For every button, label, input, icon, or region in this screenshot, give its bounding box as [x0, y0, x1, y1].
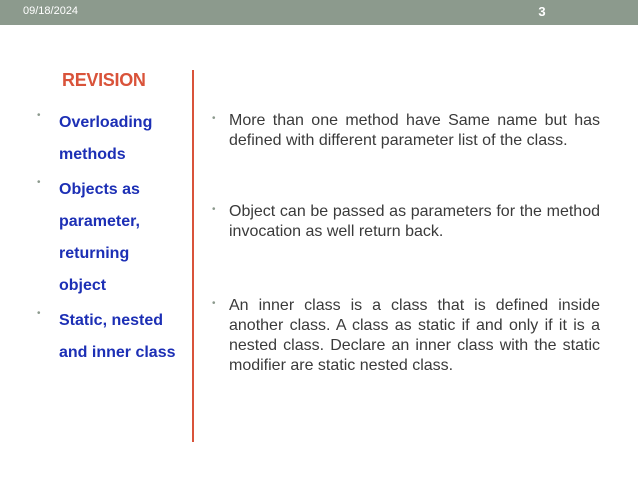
topic-item-objects	[35, 174, 180, 302]
topic-label: Overloading methods	[59, 114, 153, 163]
bullet-icon: •	[212, 204, 216, 215]
topic-label: Static, nested and inner class	[59, 312, 176, 361]
bullet-icon: •	[212, 113, 216, 124]
slide-date: 09/18/2024	[23, 5, 79, 17]
topic-list	[35, 110, 180, 378]
slide-number: 3	[538, 4, 546, 19]
topic-item-inner-class	[35, 305, 180, 369]
bullet-icon: •	[37, 308, 41, 319]
header-bar	[0, 0, 638, 25]
topic-label: Objects as parameter, returning object	[59, 181, 140, 294]
paragraph-text: Object can be passed as parameters for the method invocation as well return back.	[229, 203, 600, 240]
vertical-divider	[192, 70, 194, 442]
paragraph-text: More than one method have Same name but has defined with different parameter list of the class.	[229, 112, 600, 149]
bullet-icon: •	[37, 110, 41, 121]
bullet-icon: •	[212, 298, 216, 309]
topic-item-overloading	[35, 107, 180, 171]
paragraph-text: An inner class is a class that is defined inside another class. A class as static if and only if it is a nested class. Declare an inner class with the static modifier are static nested class.	[229, 297, 600, 374]
bullet-icon: •	[37, 177, 41, 188]
paragraph-objects	[212, 202, 600, 242]
paragraph-inner-class	[212, 296, 600, 376]
paragraph-overloading	[212, 111, 600, 151]
slide-title: REVISION	[62, 70, 146, 90]
